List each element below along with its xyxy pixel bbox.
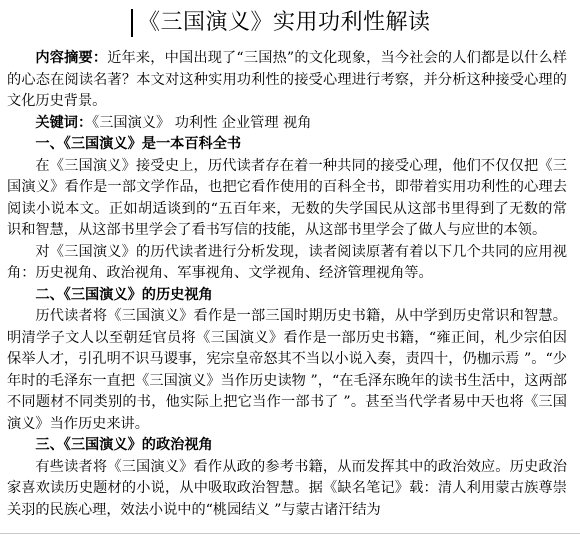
keywords-paragraph	[7, 113, 567, 135]
keywords-text: 《三国演义》 功利性 企业管理 视角	[92, 114, 312, 131]
section-paragraph: 在《三国演义》接受史上，历代读者存在着一种共同的接受心理，他们不仅仅把《三国演义》看作是一部文学作品，也把它看作使用的百科全书，即带着实用功利性的心理去阅读小说本文。正如胡适谈到的“五百年来，无数的失学国民从这部书里得到了无数的常识和智慧，从这部书里学会了看书写信的技能，从这部书里学会了做人与应世的本领。	[7, 157, 567, 238]
keywords-label: 关键词：	[35, 114, 93, 131]
text-cursor	[131, 9, 133, 37]
abstract-paragraph	[7, 48, 567, 113]
section-heading: 二、《三国演义》的历史视角	[35, 286, 213, 303]
abstract-label: 内容摘要：	[35, 50, 108, 66]
page-divider	[0, 533, 580, 534]
section-heading: 三、《三国演义》的政治视角	[35, 437, 213, 453]
document-body	[7, 48, 567, 521]
document-title: 《三国演义》实用功利性解读	[138, 10, 431, 35]
section-paragraph: 对《三国演义》的历代读者进行分析发现，读者阅读原著有着以下几个共同的应用视角：历史视角、政治视角、军事视角、文学视角、经济管理视角等。	[7, 243, 567, 281]
section-heading: 一、《三国演义》是一本百科全书	[35, 136, 242, 152]
section-paragraph: 历代读者将《三国演义》看作是一部三国时期历史书籍，从中学到历史常识和智慧。明清学子文人以至朝廷官员将《三国演义》看作是一部历史书籍，“雍正间，札少宗伯因保举人才，引孔明不识马谡事，宪宗皇帝怒其不当以小说入奏，责四十，仍枷示焉 ”。“少年时的毛泽东一直把《三国演义》当作历史读物 ”，“在毛泽东晚年的读书生活中，这两部不同题材不同类别的书，他实际上把它当作一部书了 ”。甚至当代学者易中天也将《三国演义》当作历史来讲。	[7, 308, 567, 432]
abstract-text: 近年来，中国出现了“三国热”的文化现象，当今社会的人们都是以什么样的心态在阅读名著？本文对这种实用功利性的接受心理进行考察，并分析这种接受心理的文化历史背景。	[7, 50, 567, 109]
section-paragraph: 有些读者将《三国演义》看作从政的参考书籍，从而发挥其中的政治效应。历史政治家喜欢读历史题材的小说，从中吸取政治智慧。据《缺名笔记》载：清人利用蒙古族尊崇关羽的民族心理，效法小说中的“桃园结义 ”与蒙古诸汗结为	[7, 458, 567, 518]
